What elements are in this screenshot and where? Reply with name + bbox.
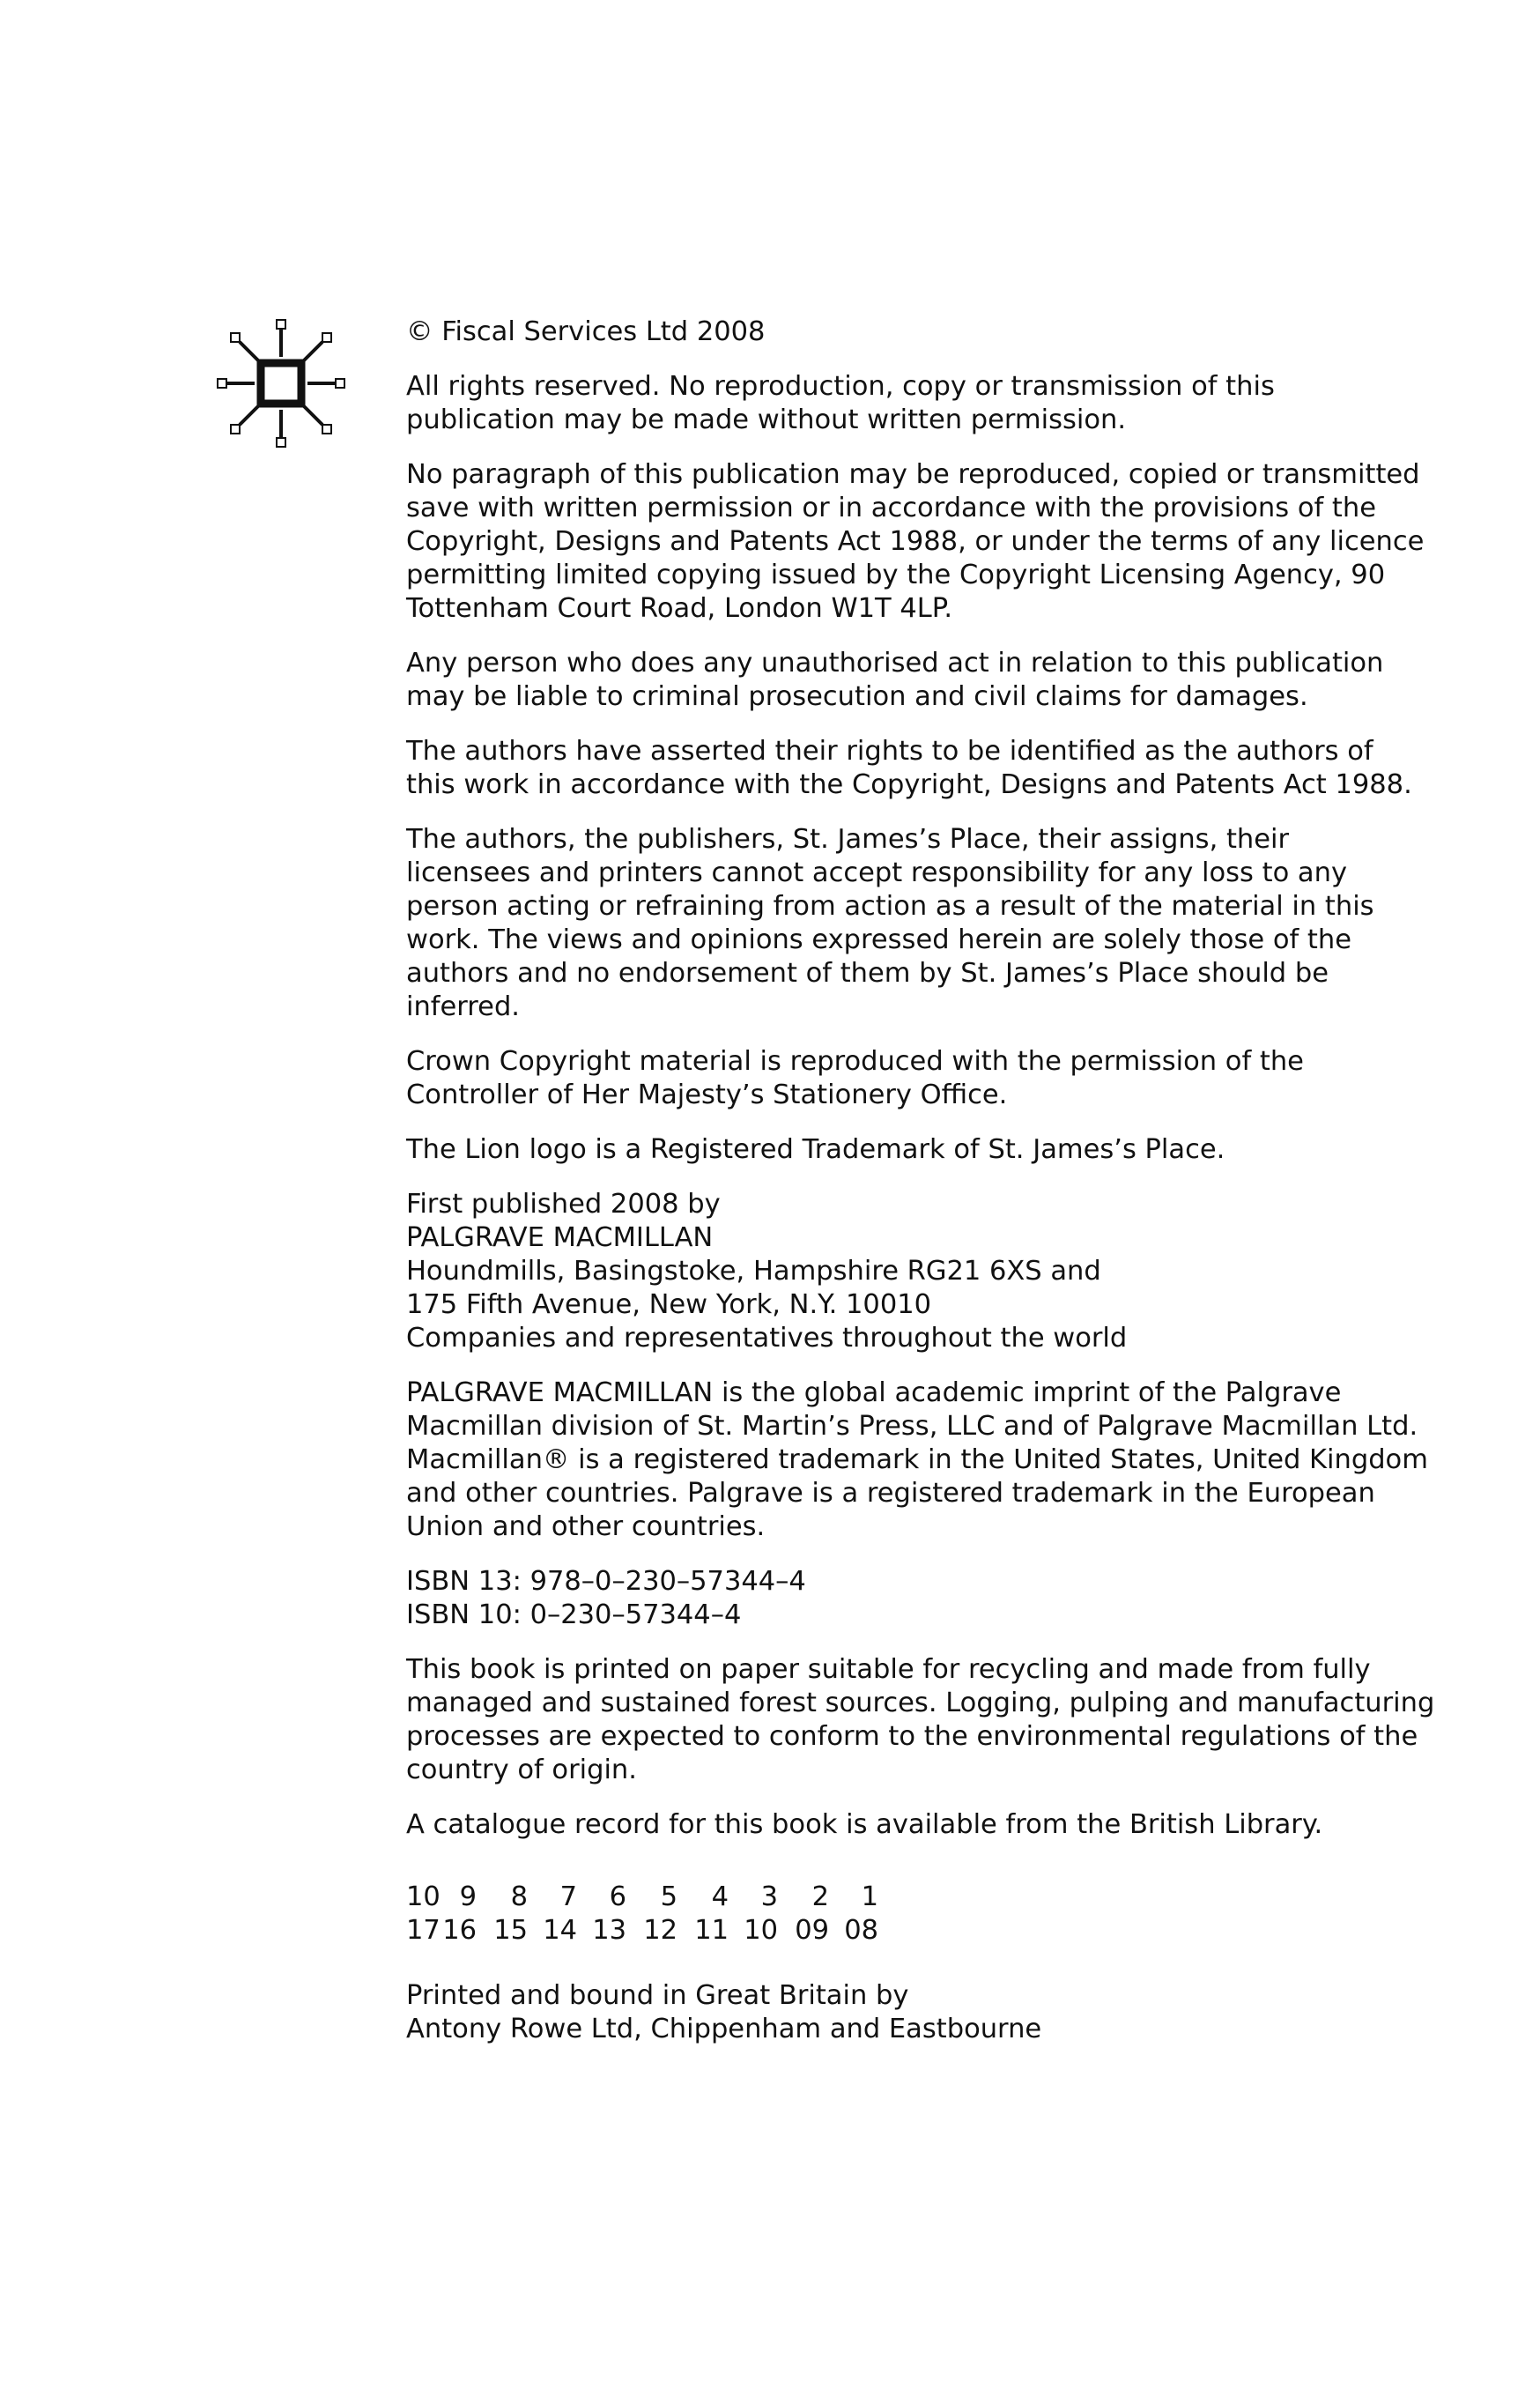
text-line: PALGRAVE MACMILLAN [406, 1222, 714, 1253]
printing-number: 17 [406, 1915, 441, 1946]
text-line: Macmillan division of St. Martin’s Press, LLC and of Palgrave Macmillan Ltd. [406, 1411, 1418, 1442]
text-line: No paragraph of this publication may be reproduced, copied or transmitted [406, 459, 1420, 490]
printing-number: 9 [459, 1881, 477, 1912]
paragraph [406, 1808, 1358, 1842]
text-line: The authors have asserted their rights to be identified as the authors of [406, 736, 1373, 767]
paragraph [406, 1565, 1358, 1632]
text-line: publication may be made without written permission. [406, 404, 1127, 435]
text-line: All rights reserved. No reproduction, copy or transmission of this [406, 371, 1275, 402]
text-line: 175 Fifth Avenue, New York, N.Y. 10010 [406, 1289, 932, 1320]
printer-line: Antony Rowe Ltd, Chippenham and Eastbourne [406, 2014, 1042, 2044]
printing-number: 5 [660, 1881, 677, 1912]
printing-number: 12 [643, 1915, 677, 1946]
printing-number: 7 [559, 1881, 577, 1912]
printing-number-row [406, 1881, 1358, 1914]
printing-numbers [406, 1881, 1358, 1948]
printing-number: 10 [744, 1915, 778, 1946]
text-line: country of origin. [406, 1755, 637, 1785]
printing-number: 3 [760, 1881, 778, 1912]
printing-number: 4 [711, 1881, 729, 1912]
paragraph [406, 823, 1374, 1024]
printing-number: 08 [844, 1915, 878, 1946]
text-line: Union and other countries. [406, 1511, 766, 1542]
printing-number: 14 [543, 1915, 577, 1946]
paragraph [406, 1376, 1428, 1544]
paragraph [406, 370, 1358, 437]
printing-number: 1 [861, 1881, 878, 1912]
legal-paragraphs [406, 370, 1435, 1842]
printing-number: 8 [510, 1881, 528, 1912]
printing-number: 13 [592, 1915, 626, 1946]
text-line: The Lion logo is a Registered Trademark of St. James’s Place. [406, 1134, 1225, 1165]
printing-number: 09 [795, 1915, 829, 1946]
copyright-line: © Fiscal Services Ltd 2008 [406, 316, 766, 347]
text-line: Crown Copyright material is reproduced with the permission of the [406, 1046, 1304, 1077]
text-line: may be liable to criminal prosecution and civil claims for damages. [406, 681, 1308, 712]
text-line: licensees and printers cannot accept responsibility for any loss to any [406, 857, 1348, 888]
text-line: This book is printed on paper suitable for recycling and made from fully [406, 1654, 1371, 1685]
text-line: permitting limited copying issued by the Copyright Licensing Agency, 90 [406, 560, 1386, 590]
text-line: Copyright, Designs and Patents Act 1988, or under the terms of any licence [406, 526, 1425, 557]
paragraph [406, 647, 1384, 714]
text-line: Companies and representatives throughout the world [406, 1323, 1128, 1354]
paragraph [406, 735, 1412, 802]
paragraph [406, 1045, 1358, 1112]
printing-number: 10 [406, 1881, 441, 1912]
printing-number: 16 [442, 1915, 477, 1946]
paragraph [406, 1653, 1435, 1787]
text-line: Macmillan® is a registered trademark in the United States, United Kingdom [406, 1444, 1428, 1475]
text-line: First published 2008 by [406, 1189, 721, 1220]
text-line: The authors, the publishers, St. James’s Place, their assigns, their [406, 824, 1290, 855]
text-line: Any person who does any unauthorised act in relation to this publication [406, 648, 1384, 679]
paragraph [406, 1133, 1358, 1167]
text-line: inferred. [406, 991, 520, 1022]
text-line: managed and sustained forest sources. Logging, pulping and manufacturing [406, 1688, 1435, 1718]
paragraph [406, 458, 1425, 626]
text-line: work. The views and opinions expressed herein are solely those of the [406, 924, 1351, 955]
paragraph [406, 1188, 1358, 1355]
text-line: PALGRAVE MACMILLAN is the global academic imprint of the Palgrave [406, 1377, 1342, 1408]
text-line: A catalogue record for this book is available from the British Library. [406, 1809, 1323, 1840]
text-line: save with written permission or in accordance with the provisions of the [406, 493, 1376, 523]
text-line: this work in accordance with the Copyright, Designs and Patents Act 1988. [406, 769, 1412, 800]
printing-number: 11 [694, 1915, 729, 1946]
text-line: ISBN 13: 978–0–230–57344–4 [406, 1566, 806, 1597]
text-line: authors and no endorsement of them by St. James’s Place should be [406, 958, 1329, 989]
text-line: processes are expected to conform to the environmental regulations of the [406, 1721, 1418, 1752]
printer-line: Printed and bound in Great Britain by [406, 1980, 909, 2011]
copyright-page-text [406, 315, 1435, 2067]
printing-number: 15 [493, 1915, 528, 1946]
text-line: ISBN 10: 0–230–57344–4 [406, 1599, 742, 1630]
text-line: person acting or refraining from action as a result of the material in this [406, 891, 1374, 922]
text-line: and other countries. Palgrave is a registered trademark in the European [406, 1478, 1375, 1509]
text-line: Controller of Her Majesty’s Stationery Office. [406, 1080, 1008, 1110]
publisher-logo-icon [215, 317, 347, 449]
printer-info [406, 1979, 1358, 2046]
printing-number-row [406, 1914, 1358, 1948]
text-line: Houndmills, Basingstoke, Hampshire RG21 6XS and [406, 1256, 1101, 1287]
printing-number: 2 [811, 1881, 829, 1912]
printing-number: 6 [609, 1881, 626, 1912]
text-line: Tottenham Court Road, London W1T 4LP. [406, 593, 953, 624]
